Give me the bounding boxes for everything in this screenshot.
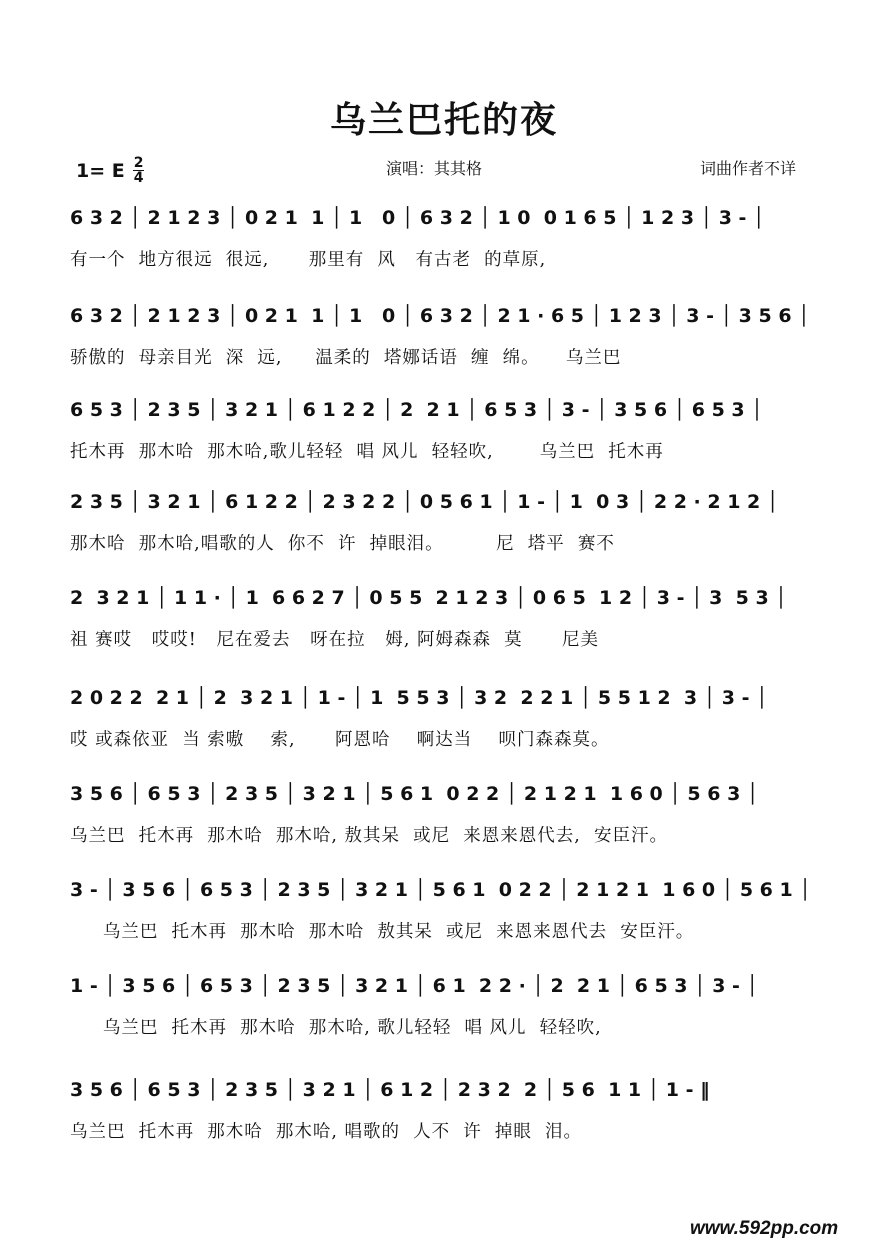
composer-credit: 词曲作者不详 bbox=[700, 159, 797, 178]
notation-line: 3 5 6 │ 6 5 3 │ 2 3 5 │ 3 2 1 │ 6 1 2 │ 2 3 2 2 │ 5 6 1 1 │ 1 - ‖ bbox=[70, 1079, 710, 1101]
notation-line: 6 3 2 │ 2 1 2 3 │ 0 2 1 1 │ 1 0 │ 6 3 2 │ 2 1 · 6 5 │ 1 2 3 │ 3 - │ 3 5 6 │ bbox=[70, 305, 810, 327]
time-signature-bottom: 4 bbox=[133, 170, 144, 186]
lyric-line: 祖 赛哎 哎哎! 尼在爱去 呀在拉 姆, 阿姆森森 莫 尼美 bbox=[70, 630, 599, 650]
notation-line: 1 - │ 3 5 6 │ 6 5 3 │ 2 3 5 │ 3 2 1 │ 6 1 2 2 · │ 2 2 1 │ 6 5 3 │ 3 - │ bbox=[70, 975, 758, 997]
score-row-9 bbox=[70, 972, 828, 1036]
score-row-2 bbox=[70, 302, 828, 366]
lyric-line: 乌兰巴 托木再 那木哈 那木哈 敖其呆 或尼 来恩来恩代去 安臣汗。 bbox=[70, 922, 695, 942]
score-row-10 bbox=[70, 1076, 828, 1140]
lyric-line: 有一个 地方很远 很远, 那里有 风 有古老 的草原, bbox=[70, 250, 547, 270]
website-watermark: www.592pp.com bbox=[690, 1218, 839, 1239]
lyric-line: 乌兰巴 托木再 那木哈 那木哈, 敖其呆 或尼 来恩来恩代去, 安臣汗。 bbox=[70, 826, 668, 846]
score-row-1 bbox=[70, 204, 828, 268]
notation-line: 6 5 3 │ 2 3 5 │ 3 2 1 │ 6 1 2 2 │ 2 2 1 │ 6 5 3 │ 3 - │ 3 5 6 │ 6 5 3 │ bbox=[70, 399, 763, 421]
score-row-3 bbox=[70, 396, 828, 460]
time-signature-top: 2 bbox=[133, 155, 144, 171]
notation-line: 2 3 2 1 │ 1 1 · │ 1 6 6 2 7 │ 0 5 5 2 1 2 3 │ 0 6 5 1 2 │ 3 - │ 3 5 3 │ bbox=[70, 587, 787, 609]
song-title: 乌兰巴托的夜 bbox=[329, 99, 558, 141]
lyric-line: 乌兰巴 托木再 那木哈 那木哈, 歌儿轻轻 唱 风儿 轻轻吹, bbox=[70, 1018, 602, 1038]
notation-line: 2 3 5 │ 3 2 1 │ 6 1 2 2 │ 2 3 2 2 │ 0 5 6 1 │ 1 - │ 1 0 3 │ 2 2 · 2 1 2 │ bbox=[70, 491, 779, 513]
lyric-line: 那木哈 那木哈,唱歌的人 你不 许 掉眼泪。 尼 塔平 赛不 bbox=[70, 534, 615, 554]
notation-line: 6 3 2 │ 2 1 2 3 │ 0 2 1 1 │ 1 0 │ 6 3 2 │ 1 0 0 1 6 5 │ 1 2 3 │ 3 - │ bbox=[70, 207, 765, 229]
score-row-5 bbox=[70, 584, 828, 648]
lyric-line: 托木再 那木哈 那木哈,歌儿轻轻 唱 风儿 轻轻吹, 乌兰巴 托木再 bbox=[70, 442, 664, 462]
notation-line: 2 0 2 2 2 1 │ 2 3 2 1 │ 1 - │ 1 5 5 3 │ 3 2 2 2 1 │ 5 5 1 2 3 │ 3 - │ bbox=[70, 687, 768, 709]
lyric-line: 哎 或森依亚 当 索嗷 索, 阿恩哈 啊达当 呗门森森莫。 bbox=[70, 730, 610, 750]
score-row-4 bbox=[70, 488, 828, 552]
key-signature bbox=[76, 156, 144, 185]
lyric-line: 乌兰巴 托木再 那木哈 那木哈, 唱歌的 人不 许 掉眼 泪。 bbox=[70, 1122, 583, 1142]
time-signature bbox=[133, 156, 145, 185]
score-row-7 bbox=[70, 780, 828, 844]
lyric-line: 骄傲的 母亲目光 深 远, 温柔的 塔娜话语 缠 绵。 乌兰巴 bbox=[70, 348, 622, 368]
singer-credit: 演唱：其其格 bbox=[386, 159, 483, 178]
score-row-6 bbox=[70, 684, 828, 748]
key-label: 1= E bbox=[76, 159, 125, 182]
notation-line: 3 5 6 │ 6 5 3 │ 2 3 5 │ 3 2 1 │ 5 6 1 0 2 2 │ 2 1 2 1 1 6 0 │ 5 6 3 │ bbox=[70, 783, 759, 805]
notation-line: 3 - │ 3 5 6 │ 6 5 3 │ 2 3 5 │ 3 2 1 │ 5 6 1 0 2 2 │ 2 1 2 1 1 6 0 │ 5 6 1 │ bbox=[70, 879, 811, 901]
score-row-8 bbox=[70, 876, 828, 940]
